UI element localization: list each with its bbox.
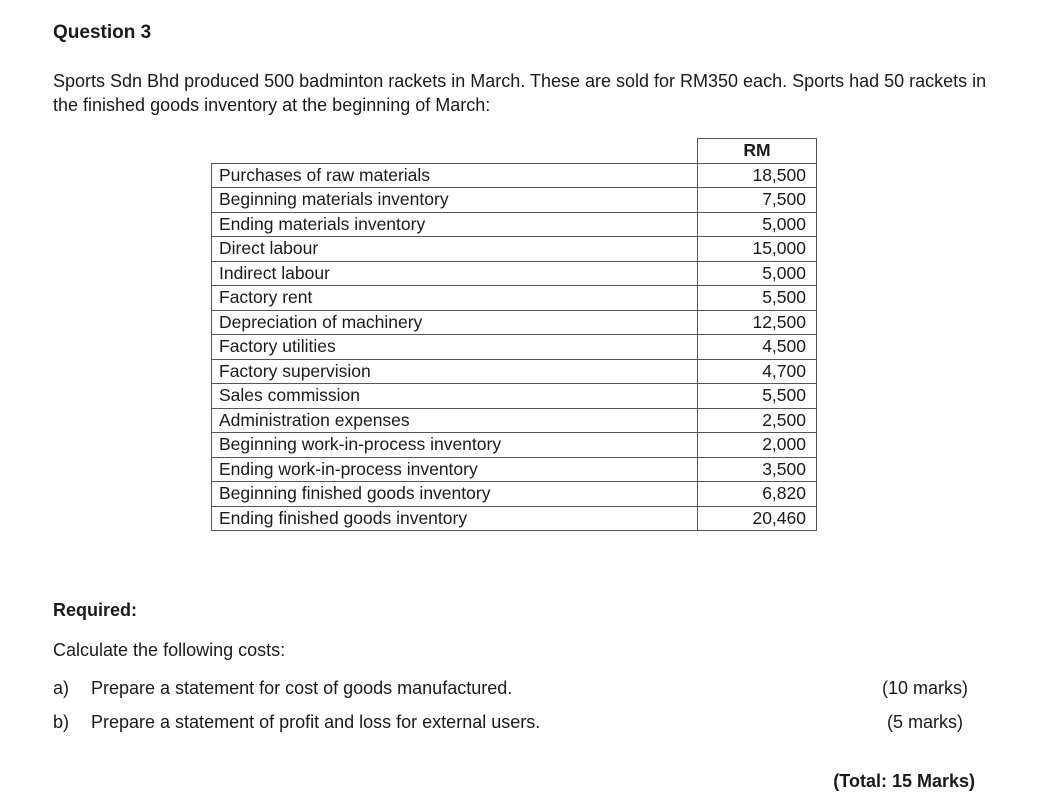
table-row [212, 310, 817, 335]
row-item: Sales commission [212, 384, 698, 409]
cost-data-table [211, 138, 817, 531]
row-item: Factory utilities [212, 335, 698, 360]
row-amount: 6,820 [698, 482, 817, 507]
row-amount: 5,000 [698, 212, 817, 237]
row-amount: 7,500 [698, 188, 817, 213]
row-item: Beginning materials inventory [212, 188, 698, 213]
row-item: Direct labour [212, 237, 698, 262]
table-row [212, 359, 817, 384]
row-item: Ending work-in-process inventory [212, 457, 698, 482]
row-item: Purchases of raw materials [212, 163, 698, 188]
item-header-cell [212, 139, 698, 164]
task-b [53, 712, 540, 733]
row-amount: 15,000 [698, 237, 817, 262]
task-text: Prepare a statement of profit and loss for external users. [91, 712, 541, 732]
row-item: Ending materials inventory [212, 212, 698, 237]
row-amount: 12,500 [698, 310, 817, 335]
table-row [212, 188, 817, 213]
row-amount: 18,500 [698, 163, 817, 188]
currency-header: RM [698, 139, 817, 164]
table-row [212, 163, 817, 188]
table-row [212, 408, 817, 433]
total-marks: (Total: 15 Marks) [833, 771, 975, 791]
task-letter: a) [53, 678, 70, 698]
row-amount: 3,500 [698, 457, 817, 482]
task-b-marks: (5 marks) [887, 712, 963, 732]
required-heading: Required: [53, 600, 138, 620]
row-amount: 2,500 [698, 408, 817, 433]
task-text: Prepare a statement for cost of goods manufactured. [91, 678, 513, 698]
row-item: Factory supervision [212, 359, 698, 384]
table-row [212, 433, 817, 458]
row-item: Administration expenses [212, 408, 698, 433]
task-a-marks: (10 marks) [881, 678, 968, 698]
table-row [212, 482, 817, 507]
table-row [212, 384, 817, 409]
table-row [212, 212, 817, 237]
question-intro: Sports Sdn Bhd produced 500 badminton rackets in March. These are sold for RM350 each. Sports had 50 rackets in the finished goods inventory at the beginning of March: [53, 71, 987, 115]
row-item: Ending finished goods inventory [212, 506, 698, 531]
table-header-row [212, 139, 817, 164]
table-row [212, 261, 817, 286]
row-amount: 4,700 [698, 359, 817, 384]
table-row [212, 506, 817, 531]
row-amount: 5,500 [698, 384, 817, 409]
row-item: Factory rent [212, 286, 698, 311]
row-item: Beginning finished goods inventory [212, 482, 698, 507]
table-row [212, 335, 817, 360]
row-amount: 5,000 [698, 261, 817, 286]
row-item: Indirect labour [212, 261, 698, 286]
table-row [212, 286, 817, 311]
row-amount: 4,500 [698, 335, 817, 360]
row-item: Beginning work-in-process inventory [212, 433, 698, 458]
task-a [53, 678, 512, 699]
task-letter: b) [53, 712, 70, 732]
row-amount: 20,460 [698, 506, 817, 531]
row-amount: 5,500 [698, 286, 817, 311]
table-row [212, 237, 817, 262]
table-row [212, 457, 817, 482]
question-title: Question 3 [53, 22, 152, 43]
row-item: Depreciation of machinery [212, 310, 698, 335]
instruction-text: Calculate the following costs: [53, 640, 286, 660]
row-amount: 2,000 [698, 433, 817, 458]
